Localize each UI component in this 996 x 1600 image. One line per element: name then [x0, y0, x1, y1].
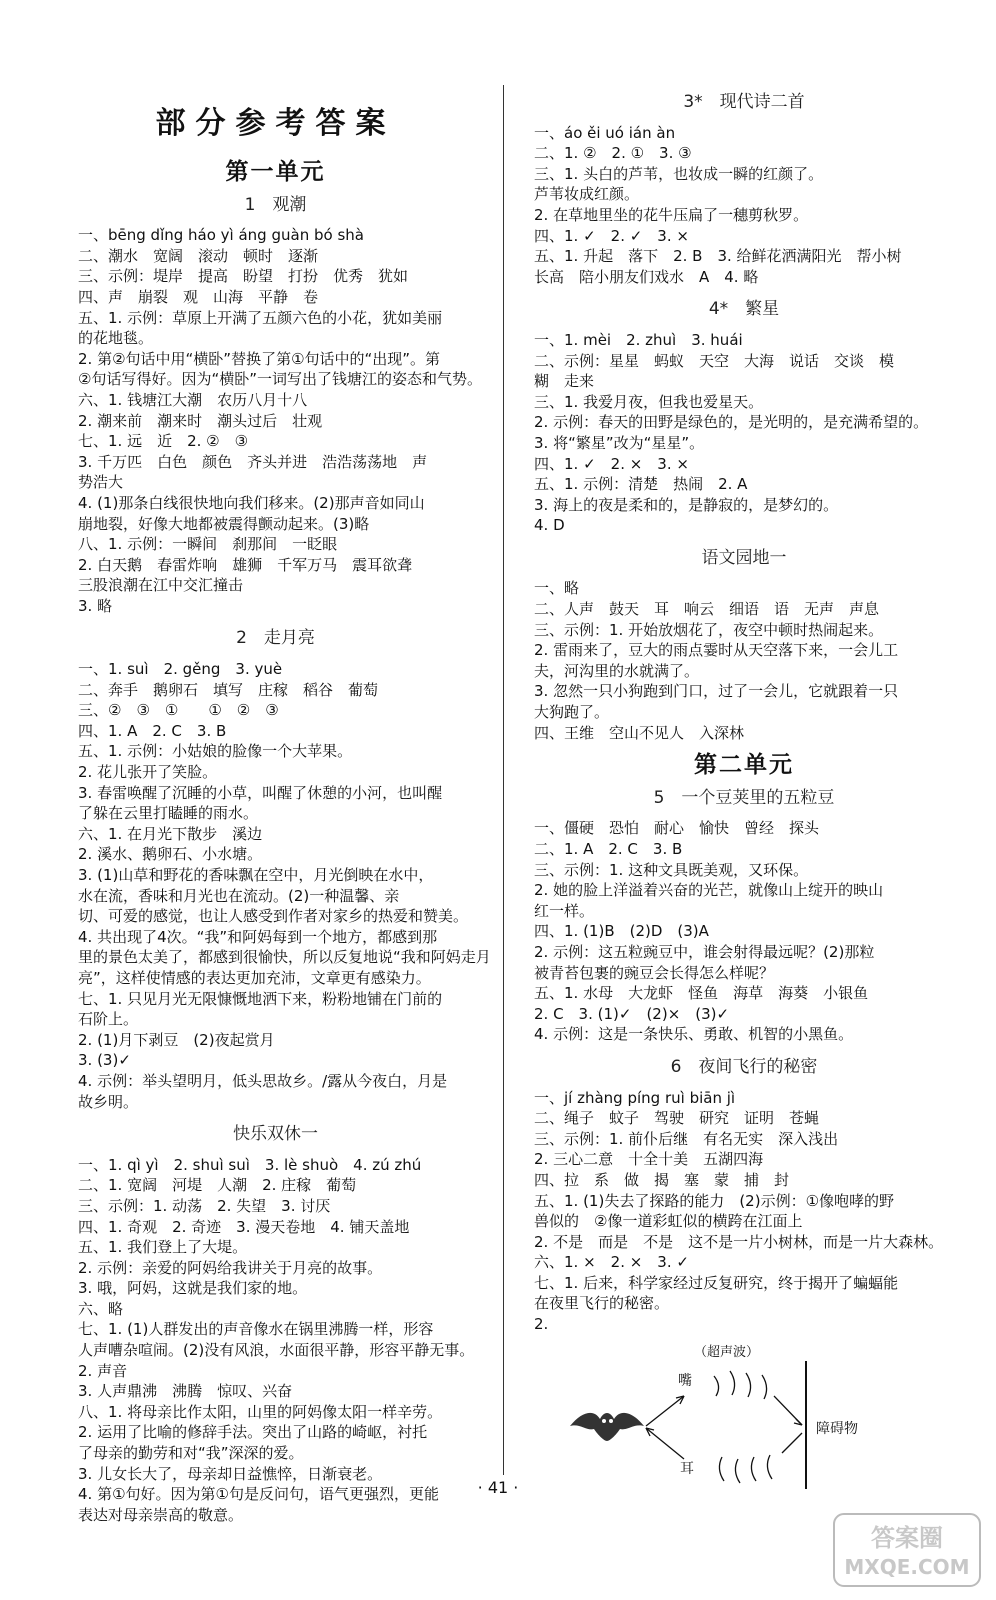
answer-line: 2. 她的脸上洋溢着兴奋的光芒，就像山上绽开的映山	[534, 881, 884, 900]
answer-line: 2. 在草地里坐的花牛压扁了一穗剪秋罗。	[534, 205, 809, 224]
bat-icon	[570, 1412, 644, 1440]
answer-line: 四、1. 奇观 2. 奇迹 3. 漫天卷地 4. 铺天盖地	[78, 1217, 410, 1236]
svg-text:MXQE.COM: MXQE.COM	[844, 1555, 970, 1579]
answer-line: 三股浪潮在江中交汇撞击	[78, 576, 244, 595]
answer-line: 故乡明。	[78, 1092, 139, 1111]
obstacle-label: 障碍物	[816, 1420, 858, 1437]
answer-line: 4. 示例：这是一条快乐、勇敢、机智的小黑鱼。	[534, 1025, 854, 1044]
answer-line: 2. 声音	[78, 1361, 128, 1380]
answer-line: 四、1. ✓ 2. × 3. ×	[534, 454, 689, 473]
answer-line: 四、拉 系 做 揭 塞 蒙 捕 封	[534, 1170, 790, 1189]
answer-line: 3. 海上的夜是柔和的，是静寂的，是梦幻的。	[534, 495, 839, 514]
lesson-heading: 快乐双休一	[233, 1124, 318, 1145]
answer-line: 四、1. ✓ 2. ✓ 3. ×	[534, 226, 689, 245]
answer-line: 3. (1)山草和野花的香味飘在空中，月光倒映在水中，	[78, 866, 434, 884]
lesson-heading: 6 夜间飞行的秘密	[670, 1056, 818, 1077]
answer-line: 糊 走来	[534, 372, 595, 391]
svg-text:答案圈: 答案圈	[871, 1524, 943, 1552]
answer-line: 了母亲的勤劳和对“我”深深的爱。	[78, 1444, 304, 1463]
answer-line: 三、示例：1. 开始放烟花了，夜空中顿时热闹起来。	[534, 620, 884, 639]
answer-line: 五、1. 示例：清楚 热闹 2. A	[534, 475, 748, 494]
answer-line: 长高 陪小朋友们戏水 A 4. 略	[534, 267, 759, 286]
answer-line: 二、示例：星星 蚂蚁 天空 大海 说话 交谈 模	[534, 351, 895, 370]
watermark-logo	[832, 1510, 982, 1590]
answer-line: 七、1. 后来，科学家经过反复研究，终于揭开了蝙蝠能	[534, 1273, 899, 1292]
answer-line: 五、1. 示例：草原上开满了五颜六色的小花，犹如美丽	[78, 308, 443, 327]
answer-line: 八、1. 示例：一瞬间 刹那间 一眨眼	[78, 535, 338, 554]
lesson-heading: 2 走月亮	[236, 628, 315, 649]
right-column	[534, 80, 954, 1491]
unit-heading: 第二单元	[694, 751, 794, 779]
answer-line: 石阶上。	[78, 1010, 139, 1029]
answer-line: 一、1. mèi 2. zhuì 3. huái	[534, 330, 743, 349]
answer-line: 2. (1)月下剥豆 (2)夜起赏月	[78, 1030, 275, 1049]
answer-line: 的花地毯。	[78, 329, 154, 348]
answer-line: 四、1. A 2. C 3. B	[78, 721, 227, 740]
answer-line: 亮”，这样使情感的表达更加充沛，文章更有感染力。	[78, 968, 431, 987]
answer-line: 2. 示例：亲爱的阿妈给我讲关于月亮的故事。	[78, 1258, 383, 1277]
lesson-heading: 3* 现代诗二首	[683, 92, 805, 112]
answer-line: 五、1. 水母 大龙虾 怪鱼 海草 海葵 小银鱼	[534, 984, 869, 1003]
answer-line: 七、1. 只见月光无限慷慨地洒下来，粉粉地铺在门前的	[78, 989, 443, 1008]
answer-line: 二、绳子 蚊子 驾驶 研究 证明 苍蝇	[534, 1109, 820, 1128]
answer-line: 2. 三心二意 十全十美 五湖四海	[534, 1150, 764, 1169]
bat-echolocation-diagram	[534, 1341, 954, 1491]
page-number: · 41 ·	[477, 1478, 519, 1497]
lesson-heading: 5 一个豆荚里的五粒豆	[653, 787, 835, 808]
answer-line: 大狗跑了。	[534, 703, 610, 722]
arrow-from-ear	[646, 1428, 684, 1459]
answer-line: 二、1. A 2. C 3. B	[534, 840, 683, 858]
answer-line: 五、1. (1)失去了探路的能力 (2)示例：①像咆哮的野	[534, 1191, 895, 1210]
lesson-heading: 4* 繁星	[708, 299, 780, 320]
answer-line: 三、② ③ ① ① ② ③	[78, 701, 279, 720]
answer-line: 三、示例：1. 前仆后继 有名无实 深入浅出	[534, 1129, 839, 1148]
answer-line: 一、1. qì yì 2. shuì suì 3. lè shuò 4. zú zhú	[78, 1155, 422, 1174]
answer-line: 三、示例：1. 这种文具既美观，又环保。	[534, 860, 809, 879]
answer-line: 表达对母亲崇高的敬意。	[78, 1505, 244, 1524]
answer-line: 崩地裂，好像大地都被震得颤动起来。(3)略	[78, 514, 370, 533]
answer-line: 3. 略	[78, 596, 113, 615]
answer-line: 兽似的 ②像一道彩虹似的横跨在江面上	[534, 1212, 803, 1231]
answer-line: 3. 将“繁星”改为“星星”。	[534, 433, 705, 452]
answer-line: 二、奔手 鹅卵石 填写 庄稼 稻谷 葡萄	[78, 680, 379, 699]
answer-line: 红一样。	[534, 901, 595, 920]
answer-line: 2. 示例：春天的田野是绿色的，是光明的，是充满希望的。	[534, 413, 929, 432]
answer-line: ②句话写得好。因为“横卧”一词写出了钱塘江的姿态和气势。	[78, 370, 482, 389]
answer-line: 2. 溪水、鹅卵石、小水塘。	[78, 845, 263, 864]
answer-line: 七、1. (1)人群发出的声音像水在锅里沸腾一样，形容	[78, 1320, 434, 1339]
answer-line: 二、1. ② 2. ① 3. ③	[534, 144, 692, 163]
mouth-label: 嘴	[678, 1372, 692, 1389]
answer-line: 3. 忽然一只小狗跑到门口，过了一会儿，它就跟着一只	[534, 682, 899, 701]
answer-line: 五、1. 我们登上了大堤。	[78, 1238, 248, 1257]
answer-line: 六、1. 在月光下散步 溪边	[78, 824, 263, 843]
answer-line: 2. 花儿张开了笑脸。	[78, 763, 218, 782]
answer-line: 二、1. 宽阔 河堤 人潮 2. 庄稼 葡萄	[78, 1176, 357, 1195]
answer-line: 2. 潮来前 潮来时 潮头过后 壮观	[78, 411, 323, 430]
answer-line: 2.	[534, 1315, 549, 1334]
answer-line: 五、1. 示例：小姑娘的脸像一个大苹果。	[78, 742, 353, 761]
lesson-heading: 1 观潮	[244, 194, 307, 215]
answer-line: 一、略	[534, 579, 580, 598]
answer-line: 被青苔包裹的豌豆会长得怎么样呢？	[534, 963, 775, 982]
answer-line: 4. 第①句好。因为第①句是反问句，语气更强烈，更能	[78, 1485, 439, 1504]
page-title: 部分参考答案	[155, 106, 396, 141]
answer-line: 里的景色太美了，都感到很愉快，所以反复地说“我和阿妈走月	[78, 948, 491, 967]
answer-line: 四、声 崩裂 观 山海 平静 卷	[78, 287, 319, 306]
answer-line: 势浩大	[78, 473, 124, 492]
answer-line: 三、示例：1. 动荡 2. 失望 3. 讨厌	[78, 1196, 331, 1215]
answer-line: 六、1. × 2. × 3. ✓	[534, 1253, 689, 1272]
answer-line: 切、可爱的感觉，也让人感受到作者对家乡的热爱和赞美。	[78, 907, 469, 926]
unit-heading: 第一单元	[225, 158, 326, 185]
answer-line: 三、1. 我爱月夜，但我也爱星天。	[534, 392, 764, 411]
answer-line: 一、áo ěi uó ián àn	[534, 123, 676, 142]
arrow-from-obstacle	[782, 1433, 802, 1453]
answer-line: 4. D	[534, 516, 565, 535]
answer-line: 了躲在云里打瞌睡的雨水。	[78, 804, 259, 823]
arrow-to-mouth	[646, 1396, 684, 1426]
answer-line: 3. 人声鼎沸 沸腾 惊叹、兴奋	[78, 1382, 293, 1401]
answer-line: 七、1. 远 近 2. ② ③	[78, 432, 249, 451]
answer-line: 3. (3)✓	[78, 1051, 131, 1070]
answer-line: 2. C 3. (1)✓ (2)× (3)✓	[534, 1004, 730, 1023]
ultrasound-label: （超声波）	[694, 1344, 760, 1360]
answer-line: 3. 儿女长大了，母亲却日益憔悴，日渐衰老。	[78, 1464, 383, 1483]
answer-line: 2. 示例：这五粒豌豆中，谁会射得最远呢？(2)那粒	[534, 942, 875, 961]
lesson-heading: 语文园地一	[701, 547, 787, 568]
answer-line: 在夜里飞行的秘密。	[534, 1294, 670, 1313]
answer-line: 六、略	[78, 1299, 124, 1318]
answer-line: 二、人声 鼓天 耳 响云 细语 语 无声 声息	[534, 600, 880, 619]
answer-line: 八、1. 将母亲比作太阳，山里的阿妈像太阳一样辛劳。	[78, 1402, 443, 1421]
answer-line: 一、bēng dǐng háo yì áng guàn bó shà	[78, 226, 364, 245]
answer-line: 三、1. 头白的芦苇，也妆成一瞬的红颜了。	[534, 164, 824, 183]
answer-line: 3. 春雷唤醒了沉睡的小草，叫醒了休憩的小河，也叫醒	[78, 783, 443, 802]
answer-line: 一、jí zhàng píng ruì biān jì	[534, 1088, 736, 1107]
answer-line: 二、潮水 宽阔 滚动 顿时 逐渐	[78, 246, 319, 265]
answer-line: 夫，河沟里的水就满了。	[534, 661, 700, 680]
answer-line: 4. 共出现了4次。“我”和阿妈每到一个地方，都感到那	[78, 927, 438, 946]
ear-label: 耳	[680, 1460, 694, 1477]
answer-line: 四、王维 空山不见人 入深林	[534, 723, 745, 742]
answer-line: 六、1. 钱塘江大潮 农历八月十八	[78, 390, 308, 409]
answer-line: 4. 示例：举头望明月，低头思故乡。/露从今夜白，月是	[78, 1071, 448, 1090]
answer-line: 水在流，香味和月光也在流动。(2)一种温馨、亲	[78, 886, 400, 905]
column-divider	[503, 85, 504, 1475]
answer-line: 2. 雷雨来了，豆大的雨点霎时从天空落下来，一会儿工	[534, 641, 899, 660]
answer-line: 2. 白天鹅 春雷炸响 雄狮 千军万马 震耳欲聋	[78, 555, 413, 574]
answer-line: 2. 不是 而是 不是 这不是一片小树林，而是一片大森林。	[534, 1232, 944, 1251]
answer-line: 4. (1)那条白线很快地向我们移来。(2)那声音如同山	[78, 493, 425, 512]
answer-line: 四、1. (1)B (2)D (3)A	[534, 922, 709, 941]
answer-line: 三、示例：堤岸 提高 盼望 打扮 优秀 犹如	[78, 267, 409, 286]
answer-line: 芦苇妆成红颜。	[534, 185, 640, 204]
left-column	[78, 150, 491, 1525]
answer-line: 人声嘈杂喧闹。(2)没有风浪，水面很平静，形容平静无事。	[78, 1341, 475, 1360]
answer-line: 五、1. 升起 落下 2. B 3. 给鲜花洒满阳光 帮小树	[534, 247, 902, 266]
answer-line: 一、僵硬 恐怕 耐心 愉快 曾经 探头	[534, 819, 820, 838]
answer-line: 2. 运用了比喻的修辞手法。突出了山路的崎岖，衬托	[78, 1423, 428, 1442]
answer-line: 3. 哦，阿妈，这就是我们家的地。	[78, 1279, 308, 1298]
answer-line: 3. 千万匹 白色 颜色 齐头并进 浩浩荡荡地 声	[78, 452, 428, 471]
answer-line: 2. 第②句话中用“横卧”替换了第①句话中的“出现”。第	[78, 349, 441, 368]
answer-line: 一、1. suì 2. gěng 3. yuè	[78, 660, 283, 679]
